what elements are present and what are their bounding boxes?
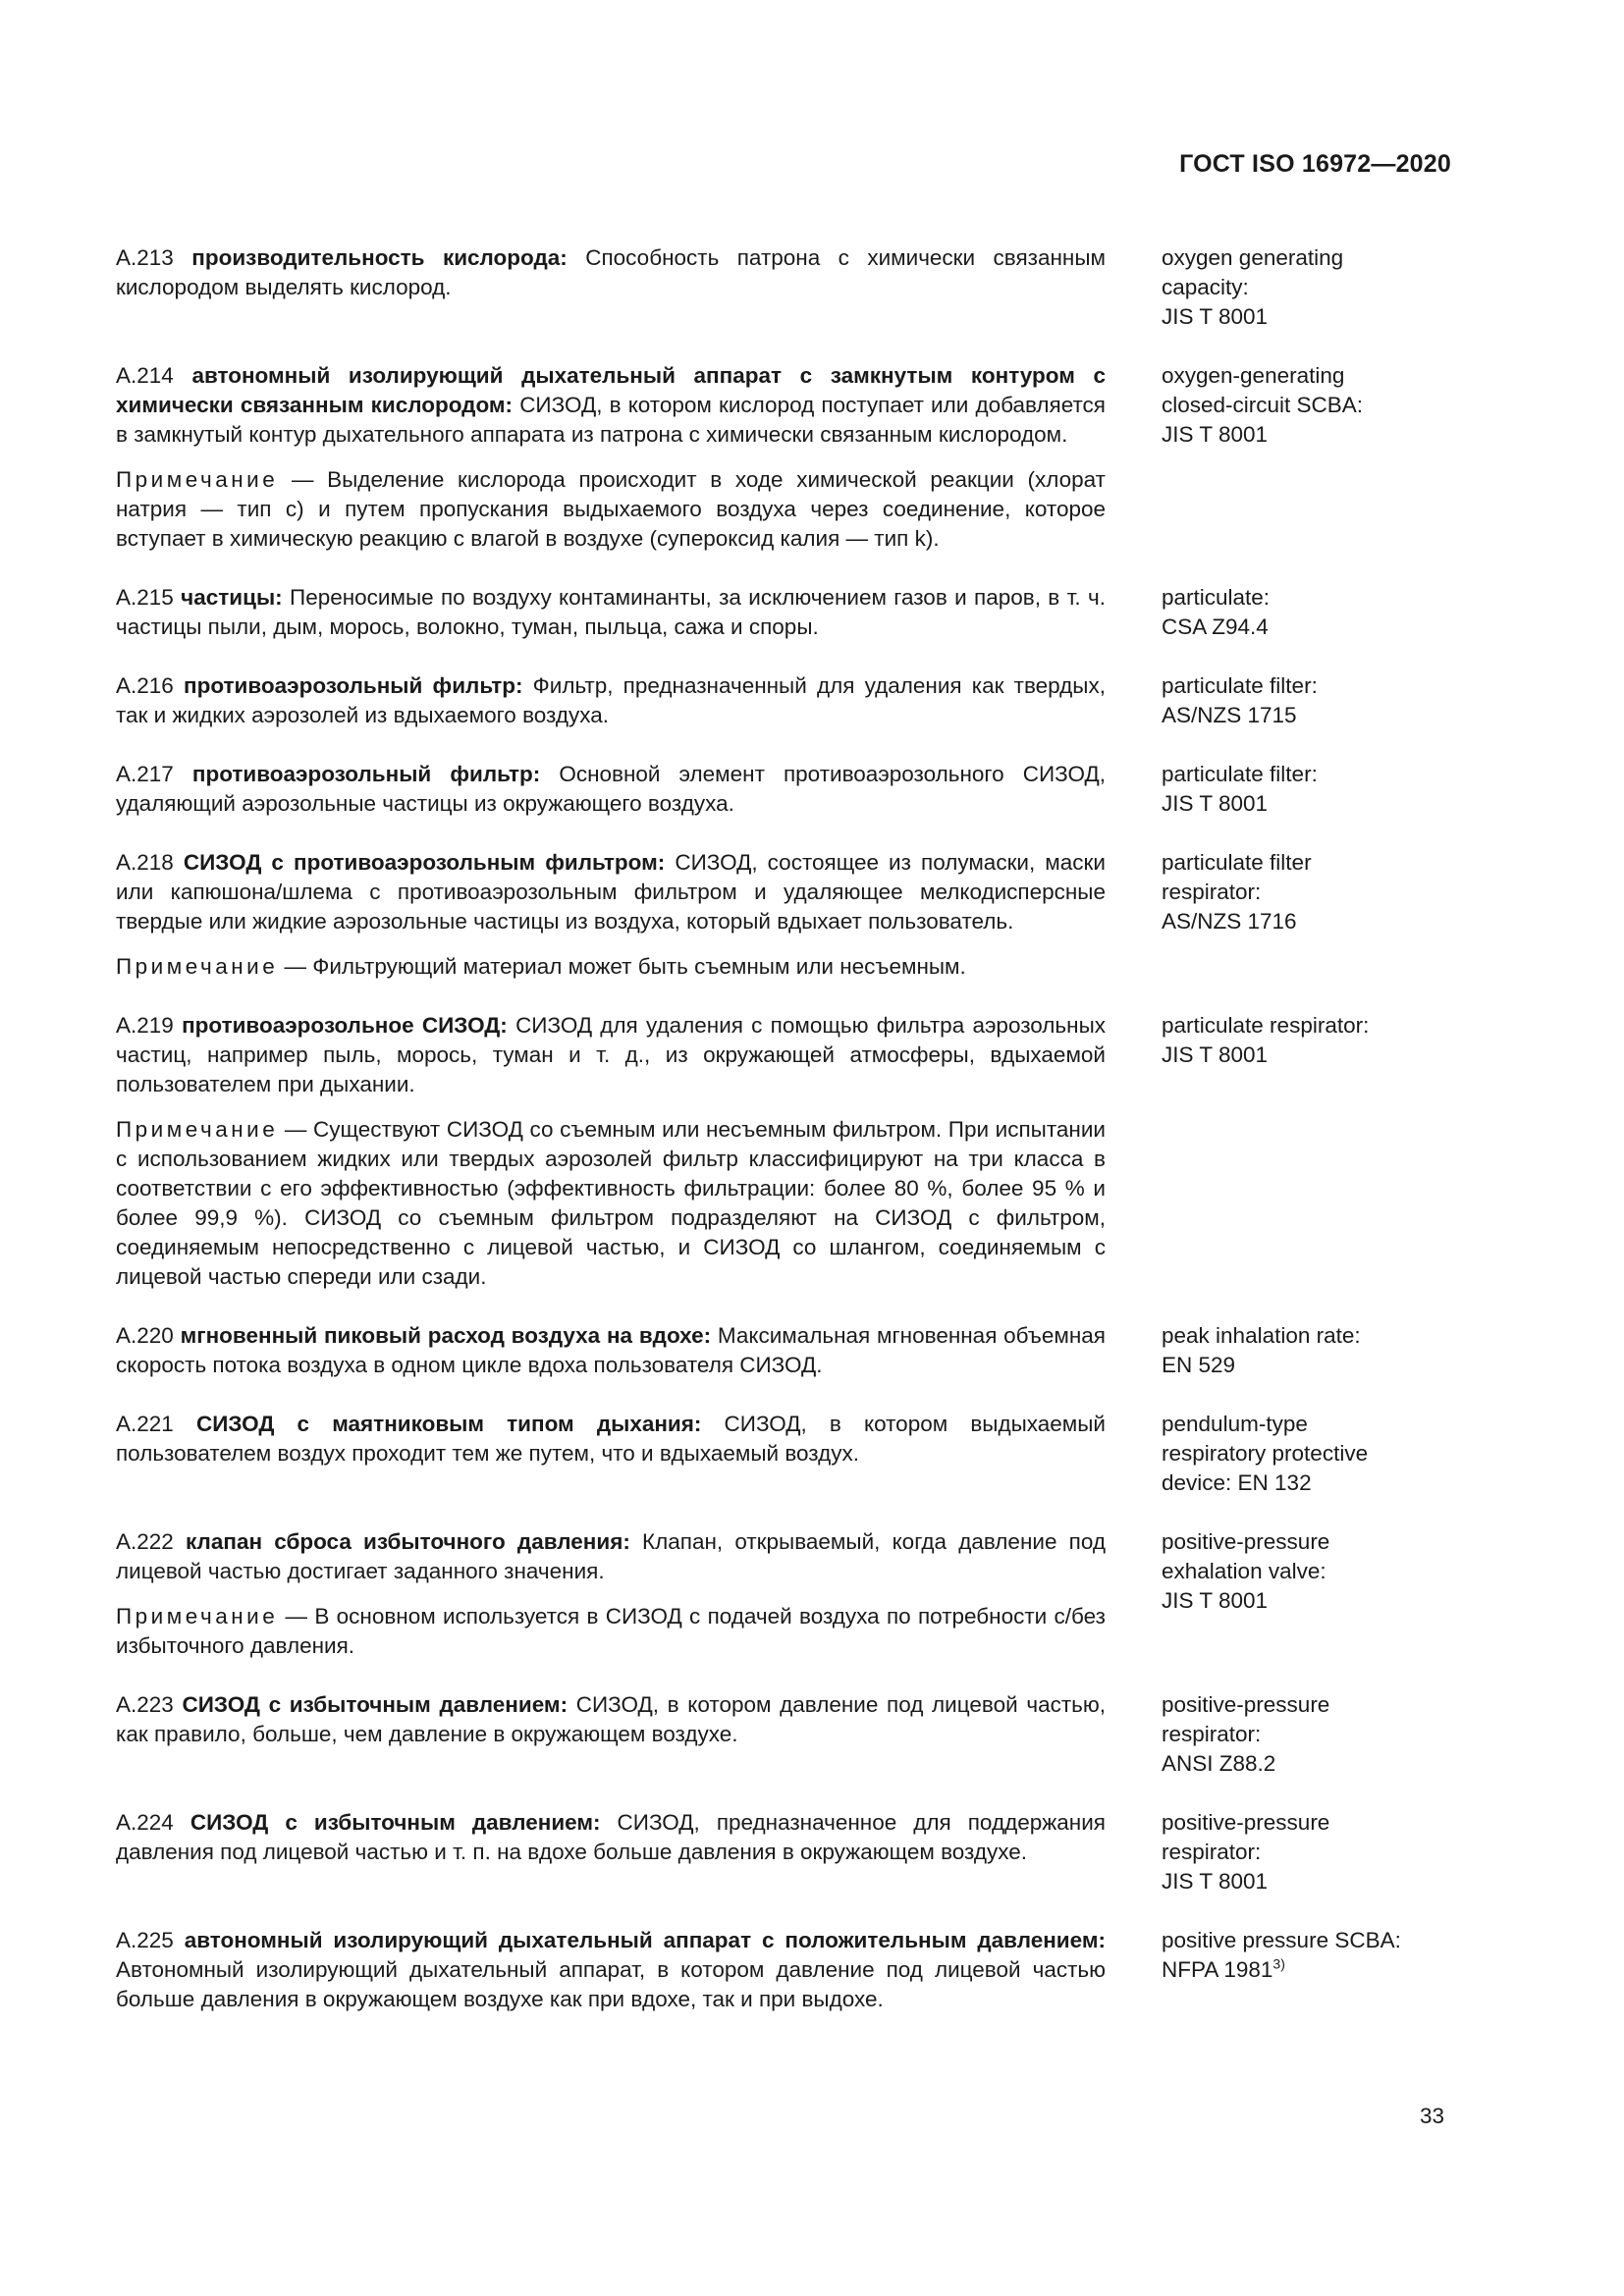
source-line: positive-pressure: [1162, 1529, 1330, 1554]
term-source: [1162, 1808, 1412, 1896]
term-entry-a214: [116, 361, 1412, 554]
term-source: [1162, 760, 1412, 819]
source-line: JIS T 8001: [1162, 304, 1268, 329]
term-name: производительность кислорода:: [191, 245, 568, 270]
note-label: Примечание: [116, 1117, 279, 1142]
source-line: particulate filter:: [1162, 762, 1318, 786]
term-text: СИЗОД, состоящее из полумаски, маски или капюшона/шлема с противоаэрозольным фильтром и удаляющее мелкодисперсные твердые или жидкие аэрозольные частицы из воздуха, который вдыхает пользователь.: [116, 850, 1106, 934]
source-line: JIS T 8001: [1162, 1869, 1268, 1894]
term-name: автономный изолирующий дыхательный аппарат с замкнутым контуром с химически связанным кислородом:: [116, 363, 1106, 417]
source-line: JIS T 8001: [1162, 422, 1268, 447]
term-number: A.221: [116, 1412, 174, 1436]
term-text: Способность патрона с химически связанным кислородом выделять кислород.: [116, 245, 1106, 299]
source-line: AS/NZS 1716: [1162, 909, 1297, 934]
source-line: particulate:: [1162, 585, 1271, 610]
note-text: — Выделение кислорода происходит в ходе химической реакции (хлорат натрия — тип с) и путем пропускания выдыхаемого воздуха через соединение, которое вступает в химическую реакцию с влагой в воздухе (супероксид калия — тип k).: [116, 467, 1106, 551]
term-name: СИЗОД с избыточным давлением:: [189, 1810, 601, 1835]
source-line: positive pressure SCBA:: [1162, 1928, 1401, 1952]
term-number: A.217: [116, 762, 174, 786]
note: [116, 1115, 1106, 1292]
source-line: capacity:: [1162, 275, 1249, 299]
term-entry-a218: [116, 848, 1412, 982]
footnote-ref: 3): [1272, 1955, 1285, 1972]
term-name: СИЗОД с избыточным давлением:: [182, 1692, 568, 1717]
term-number: A.216: [116, 673, 174, 698]
term-definition: [116, 760, 1106, 819]
term-definition: [116, 671, 1106, 730]
source-line: JIS T 8001: [1162, 791, 1268, 816]
document-code: ГОСТ ISO 16972—2020: [1179, 150, 1451, 178]
source-line: positive-pressure: [1162, 1692, 1330, 1717]
note-label: Примечание: [116, 467, 279, 492]
term-definition: [116, 1321, 1106, 1380]
term-definition: [116, 1808, 1106, 1896]
term-text: Основной элемент противоаэрозольного СИЗОД, удаляющий аэрозольные частицы из окружающего воздуха.: [116, 762, 1106, 816]
term-name: клапан сброса избыточного давления:: [186, 1529, 630, 1554]
term-entry-a225: [116, 1926, 1412, 2014]
term-number: A.222: [116, 1529, 174, 1554]
source-line: exhalation valve:: [1162, 1559, 1326, 1583]
term-entry-a213: [116, 243, 1412, 332]
term-source: [1162, 1321, 1412, 1380]
term-name: частицы:: [181, 585, 283, 610]
source-line: JIS T 8001: [1162, 1588, 1268, 1613]
term-text: Фильтр, предназначенный для удаления как твердых, так и жидких аэрозолей из вдыхаемого воздуха.: [116, 673, 1106, 727]
term-definition: [116, 848, 1106, 982]
note-label: Примечание: [116, 1604, 279, 1629]
term-text: СИЗОД для удаления с помощью фильтра аэрозольных частиц, например пыль, морось, туман и т. д., из окружающей атмосферы, вдыхаемой пользователем при дыхании.: [116, 1013, 1106, 1096]
term-name: противоаэрозольный фильтр:: [184, 673, 523, 698]
term-number: A.218: [116, 850, 174, 875]
term-text: СИЗОД, предназначенное для поддержания давления под лицевой частью и т. п. на вдохе больше давления в окружающем воздухе.: [116, 1810, 1106, 1864]
term-text: Клапан, открываемый, когда давление под лицевой частью достигает заданного значения.: [116, 1529, 1106, 1583]
source-line: positive-pressure: [1162, 1810, 1330, 1835]
term-entry-a221: [116, 1410, 1412, 1498]
term-name: противоаэрозольное СИЗОД:: [182, 1013, 508, 1038]
term-source: [1162, 671, 1412, 730]
terms-list: [116, 243, 1412, 2044]
term-number: A.215: [116, 585, 174, 610]
term-source: [1162, 243, 1412, 332]
term-source: [1162, 1410, 1412, 1498]
source-line: closed-circuit SCBA:: [1162, 393, 1364, 417]
note-text: — Фильтрующий материал может быть съемным или несъемным.: [284, 954, 966, 979]
note-text: — В основном используется в СИЗОД с подачей воздуха по потребности с/без избыточного давления.: [116, 1604, 1106, 1658]
note: [116, 1602, 1106, 1661]
source-line: EN 529: [1162, 1353, 1236, 1377]
term-entry-a223: [116, 1690, 1412, 1779]
term-entry-a215: [116, 583, 1412, 642]
term-name: противоаэрозольный фильтр:: [191, 762, 541, 786]
source-line: particulate filter: [1162, 850, 1312, 875]
term-entry-a220: [116, 1321, 1412, 1380]
source-line: device: EN 132: [1162, 1470, 1312, 1495]
source-line: respirator:: [1162, 1840, 1262, 1864]
term-name: СИЗОД с противоаэрозольным фильтром:: [183, 850, 666, 875]
term-text: СИЗОД, в котором выдыхаемый пользователем воздух проходит тем же путем, что и вдыхаемый воздух.: [116, 1412, 1106, 1466]
term-number: A.223: [116, 1692, 174, 1717]
term-number: A.224: [116, 1810, 174, 1835]
term-definition: [116, 1527, 1106, 1661]
source-line: [1162, 1955, 1412, 1985]
term-number: A.219: [116, 1013, 174, 1038]
term-source: [1162, 583, 1412, 642]
term-definition: [116, 1410, 1106, 1498]
source-line: peak inhalation rate:: [1162, 1323, 1361, 1348]
term-source: [1162, 848, 1412, 982]
term-text: СИЗОД, в котором кислород поступает или добавляется в замкнутый контур дыхательного аппарата из патрона с химически связанным кислородом.: [116, 393, 1106, 447]
term-source: [1162, 1527, 1412, 1661]
term-entry-a224: [116, 1808, 1412, 1896]
term-definition: [116, 1011, 1106, 1292]
term-entry-a217: [116, 760, 1412, 819]
note-label: Примечание: [116, 954, 279, 979]
term-source: [1162, 1926, 1412, 2014]
term-name: автономный изолирующий дыхательный аппарат с положительным давлением:: [184, 1928, 1106, 1952]
source-line: oxygen generating: [1162, 245, 1344, 270]
term-number: A.214: [116, 363, 174, 388]
term-definition: [116, 361, 1106, 554]
term-number: A.225: [116, 1928, 174, 1952]
note-text: — Существуют СИЗОД со съемным или несъемным фильтром. При испытании с использованием жидких или твердых аэрозолей фильтр классифицируют на три класса в соответствии с его эффективностью (эффективность фильтрации: более 80 %, более 95 % и более 99,9 %). СИЗОД со съемным фильтром подразделяют на СИЗОД с фильтром, соединяемым непосредственно с лицевой частью, и СИЗОД со шлангом, соединяемым с лицевой частью спереди или сзади.: [116, 1117, 1106, 1289]
term-name: мгновенный пиковый расход воздуха на вдохе:: [180, 1323, 712, 1348]
term-text: Максимальная мгновенная объемная скорость потока воздуха в одном цикле вдоха пользователя СИЗОД.: [116, 1323, 1106, 1377]
term-source: [1162, 1011, 1412, 1292]
term-text: Переносимые по воздуху контаминанты, за исключением газов и паров, в т. ч. частицы пыли, дым, морось, волокно, туман, пыльца, сажа и споры.: [116, 585, 1106, 639]
note: [116, 952, 1106, 982]
source-ref: NFPA 1981: [1162, 1957, 1273, 1982]
term-entry-a219: [116, 1011, 1412, 1292]
source-line: respirator:: [1162, 1722, 1262, 1746]
source-line: pendulum-type: [1162, 1412, 1308, 1436]
term-source: [1162, 361, 1412, 554]
term-definition: [116, 583, 1106, 642]
term-name: СИЗОД с маятниковым типом дыхания:: [195, 1412, 702, 1436]
source-line: CSA Z94.4: [1162, 614, 1269, 639]
source-line: particulate filter:: [1162, 673, 1318, 698]
source-line: JIS T 8001: [1162, 1042, 1268, 1067]
source-line: respirator:: [1162, 880, 1262, 904]
source-line: respiratory protective: [1162, 1441, 1369, 1466]
source-line: ANSI Z88.2: [1162, 1751, 1276, 1776]
term-definition: [116, 1690, 1106, 1779]
term-text: СИЗОД, в котором давление под лицевой частью, как правило, больше, чем давление в окружающем воздухе.: [116, 1692, 1106, 1746]
term-number: A.213: [116, 245, 174, 270]
source-line: AS/NZS 1715: [1162, 703, 1297, 727]
term-number: A.220: [116, 1323, 174, 1348]
note: [116, 465, 1106, 554]
term-entry-a222: [116, 1527, 1412, 1661]
term-text: Автономный изолирующий дыхательный аппарат, в котором давление под лицевой частью больше давления в окружающем воздухе как при вдохе, так и при выдохе.: [116, 1957, 1106, 2011]
term-source: [1162, 1690, 1412, 1779]
source-line: oxygen-generating: [1162, 363, 1345, 388]
term-entry-a216: [116, 671, 1412, 730]
source-line: particulate respirator:: [1162, 1013, 1370, 1038]
term-definition: [116, 1926, 1106, 2014]
page-number: 33: [1419, 2104, 1444, 2128]
term-definition: [116, 243, 1106, 332]
